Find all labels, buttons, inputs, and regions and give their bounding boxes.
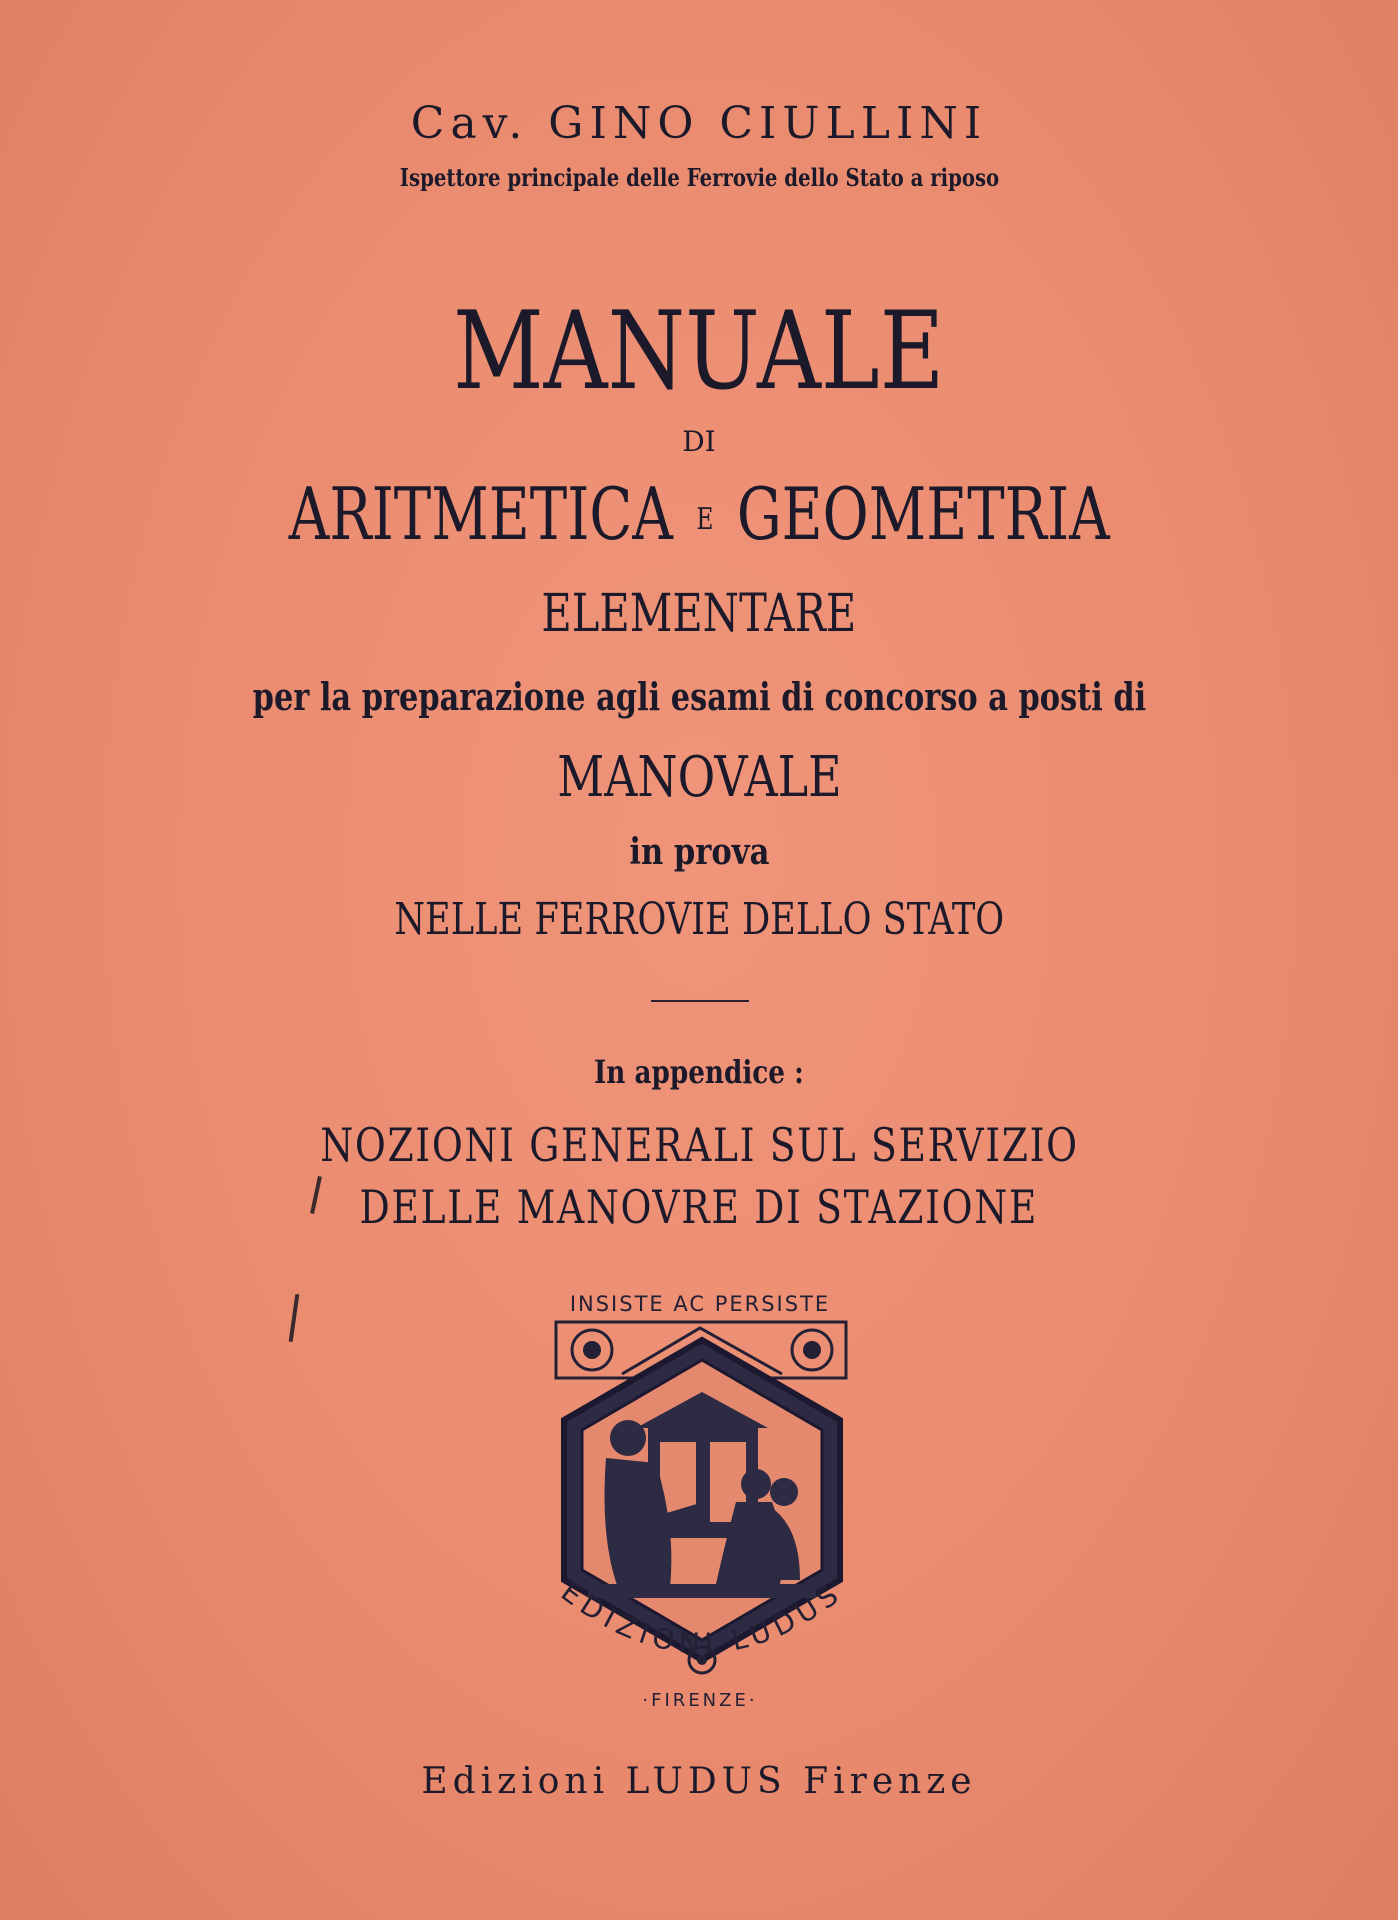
publisher-name bbox=[0, 1761, 1398, 1802]
title-preposition-text: DI bbox=[682, 425, 716, 458]
purpose-line bbox=[0, 674, 1398, 719]
publisher-seal bbox=[510, 1288, 890, 1728]
purpose-text: per la preparazione agli esami di concorso a posti di bbox=[252, 674, 1146, 719]
appendix-label-text: In appendice : bbox=[594, 1053, 804, 1091]
title-subjects bbox=[0, 472, 1398, 556]
appendix-label bbox=[0, 1053, 1398, 1091]
book-title bbox=[0, 289, 1398, 414]
appendix-line-1-text: NOZIONI GENERALI SUL SERVIZIO bbox=[319, 1118, 1079, 1172]
seal-emblem-icon bbox=[510, 1288, 890, 1728]
title-preposition bbox=[0, 425, 1398, 458]
author-name-text: Cav. GINO CIULLINI bbox=[410, 98, 988, 149]
author-name bbox=[0, 98, 1398, 149]
pencil-mark bbox=[289, 1294, 300, 1342]
seal-motto: INSISTE AC PERSISTE bbox=[569, 1292, 831, 1316]
trial-text: in prova bbox=[628, 831, 770, 873]
author-title-text: Ispettore principale delle Ferrovie dello Stato a riposo bbox=[399, 163, 999, 192]
role-title-text: MANOVALE bbox=[556, 745, 842, 810]
title-subjects-group bbox=[288, 472, 1110, 556]
author-title bbox=[0, 163, 1398, 192]
subject-arithmetic: ARITMETICA bbox=[288, 472, 673, 556]
book-title-text: MANUALE bbox=[453, 289, 945, 414]
publisher-name-text: Edizioni LUDUS Firenze bbox=[421, 1761, 977, 1802]
role-title bbox=[0, 745, 1398, 810]
title-level bbox=[0, 584, 1398, 644]
railway-text: NELLE FERROVIE DELLO STATO bbox=[394, 894, 1004, 945]
appendix-line-2 bbox=[0, 1180, 1398, 1234]
railway-line bbox=[0, 894, 1398, 945]
trial-line bbox=[0, 831, 1398, 873]
appendix-line-2-text: DELLE MANOVRE DI STAZIONE bbox=[359, 1180, 1039, 1234]
subject-conjunction: E bbox=[696, 502, 714, 537]
divider-rule bbox=[651, 1000, 749, 1002]
appendix-line-1 bbox=[0, 1118, 1398, 1172]
title-level-text: ELEMENTARE bbox=[541, 584, 857, 644]
seal-city: ·FIRENZE· bbox=[642, 1690, 758, 1711]
seal-arc-text: EDIZIONI LUDUS bbox=[554, 1575, 850, 1661]
subject-geometry: GEOMETRIA bbox=[736, 472, 1110, 556]
